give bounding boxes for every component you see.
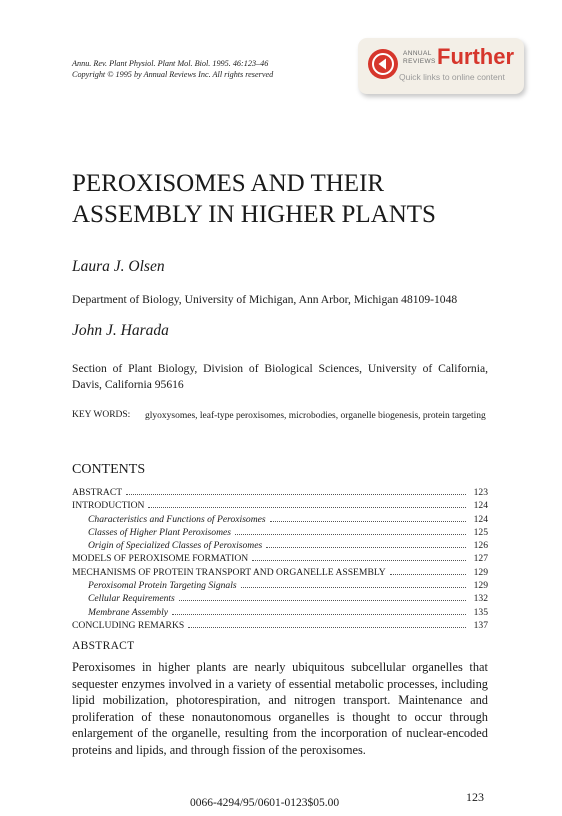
copyright-line: Copyright © 1995 by Annual Reviews Inc. All rights reserved bbox=[72, 70, 274, 79]
toc-entry-label: Origin of Specialized Classes of Peroxisomes bbox=[88, 540, 263, 552]
toc-entry-label: Characteristics and Functions of Peroxisomes bbox=[88, 513, 266, 525]
further-links-badge[interactable] bbox=[358, 38, 524, 94]
toc-entry-page: 123 bbox=[473, 487, 488, 498]
toc-entry[interactable] bbox=[72, 591, 488, 604]
citation-line: Annu. Rev. Plant Physiol. Plant Mol. Biol. 1995. 46:123–46 bbox=[72, 59, 269, 68]
badge-small-line2: REVIEWS bbox=[403, 57, 436, 65]
play-arrow-icon bbox=[368, 49, 398, 79]
badge-further-text: Further bbox=[437, 44, 514, 69]
toc-leader-dots bbox=[148, 498, 466, 508]
toc-leader-dots bbox=[172, 605, 466, 615]
toc-leader-dots bbox=[179, 591, 466, 601]
abstract-heading: ABSTRACT bbox=[72, 640, 135, 652]
toc-leader-dots bbox=[235, 525, 466, 535]
toc-entry-page: 132 bbox=[473, 593, 488, 605]
page-number: 123 bbox=[466, 790, 484, 804]
article-title bbox=[72, 168, 436, 230]
table-of-contents bbox=[72, 485, 488, 631]
toc-entry-page: 129 bbox=[473, 580, 488, 592]
toc-leader-dots bbox=[241, 578, 466, 588]
toc-entry-page: 125 bbox=[473, 526, 488, 538]
toc-entry[interactable] bbox=[72, 578, 488, 591]
toc-leader-dots bbox=[270, 512, 466, 522]
toc-leader-dots bbox=[252, 551, 466, 561]
toc-entry[interactable] bbox=[72, 512, 488, 525]
article-code: 0066-4294/95/0601-0123$05.00 bbox=[190, 797, 340, 809]
toc-entry-page: 126 bbox=[473, 540, 488, 552]
toc-leader-dots bbox=[188, 618, 466, 628]
toc-entry-label: CONCLUDING REMARKS bbox=[72, 619, 185, 631]
author-name: John J. Harada bbox=[72, 322, 169, 339]
toc-entry-page: 127 bbox=[473, 553, 488, 565]
author-affiliation: Department of Biology, University of Michigan, Ann Arbor, Michigan 48109-1048 bbox=[72, 293, 458, 306]
toc-leader-dots bbox=[390, 565, 466, 575]
toc-entry-label: Membrane Assembly bbox=[88, 606, 169, 618]
toc-entry[interactable] bbox=[72, 565, 488, 578]
badge-publisher bbox=[403, 50, 436, 65]
toc-entry-label: Classes of Higher Plant Peroxisomes bbox=[88, 526, 232, 538]
toc-entry-label: MECHANISMS OF PROTEIN TRANSPORT AND ORGANELLE ASSEMBLY bbox=[72, 566, 386, 578]
journal-citation bbox=[72, 58, 273, 80]
toc-leader-dots bbox=[126, 485, 466, 495]
toc-entry[interactable] bbox=[72, 498, 488, 511]
toc-entry[interactable] bbox=[72, 618, 488, 631]
toc-entry-label: MODELS OF PEROXISOME FORMATION bbox=[72, 553, 249, 565]
badge-small-line1: ANNUAL bbox=[403, 50, 432, 57]
toc-entry-page: 129 bbox=[473, 566, 488, 578]
title-line-2: ASSEMBLY IN HIGHER PLANTS bbox=[72, 201, 436, 228]
keywords-text: glyoxysomes, leaf-type peroxisomes, microbodies, organelle biogenesis, protein targeting bbox=[145, 411, 486, 421]
toc-entry-page: 124 bbox=[473, 500, 488, 512]
author-name: Laura J. Olsen bbox=[72, 258, 165, 275]
toc-entry-page: 124 bbox=[473, 513, 488, 525]
toc-entry-label: Peroxisomal Protein Targeting Signals bbox=[88, 580, 237, 592]
toc-entry-label: INTRODUCTION bbox=[72, 500, 145, 512]
author-affiliation: Section of Plant Biology, Division of Biological Sciences, University of California, Davis, California 95616 bbox=[72, 362, 488, 391]
toc-entry[interactable] bbox=[72, 605, 488, 618]
badge-subtitle: Quick links to online content bbox=[399, 72, 505, 82]
toc-entry[interactable] bbox=[72, 485, 488, 498]
contents-heading: CONTENTS bbox=[72, 462, 146, 477]
toc-entry[interactable] bbox=[72, 538, 488, 551]
toc-leader-dots bbox=[266, 538, 466, 548]
keywords-label: KEY WORDS: bbox=[72, 410, 131, 420]
toc-entry-label: ABSTRACT bbox=[72, 487, 123, 498]
toc-entry[interactable] bbox=[72, 525, 488, 538]
toc-entry-page: 135 bbox=[473, 606, 488, 618]
toc-entry-label: Cellular Requirements bbox=[88, 593, 175, 605]
toc-entry-page: 137 bbox=[473, 619, 488, 631]
toc-entry[interactable] bbox=[72, 551, 488, 564]
abstract-text: Peroxisomes in higher plants are nearly ubiquitous subcellular organelles that sequester enzymes involved in a variety of essential metabolic processes, including lipid mobilization, photorespiration, and nitrogen transport. Maintenance and proliferation of these nonautonomous organelles is thought to occur through enlargement of the organelle, resulting from the incorporation of nuclear-encoded proteins and lipids, and through fission of the peroxisomes. bbox=[72, 660, 488, 757]
title-line-1: PEROXISOMES AND THEIR bbox=[72, 170, 385, 197]
